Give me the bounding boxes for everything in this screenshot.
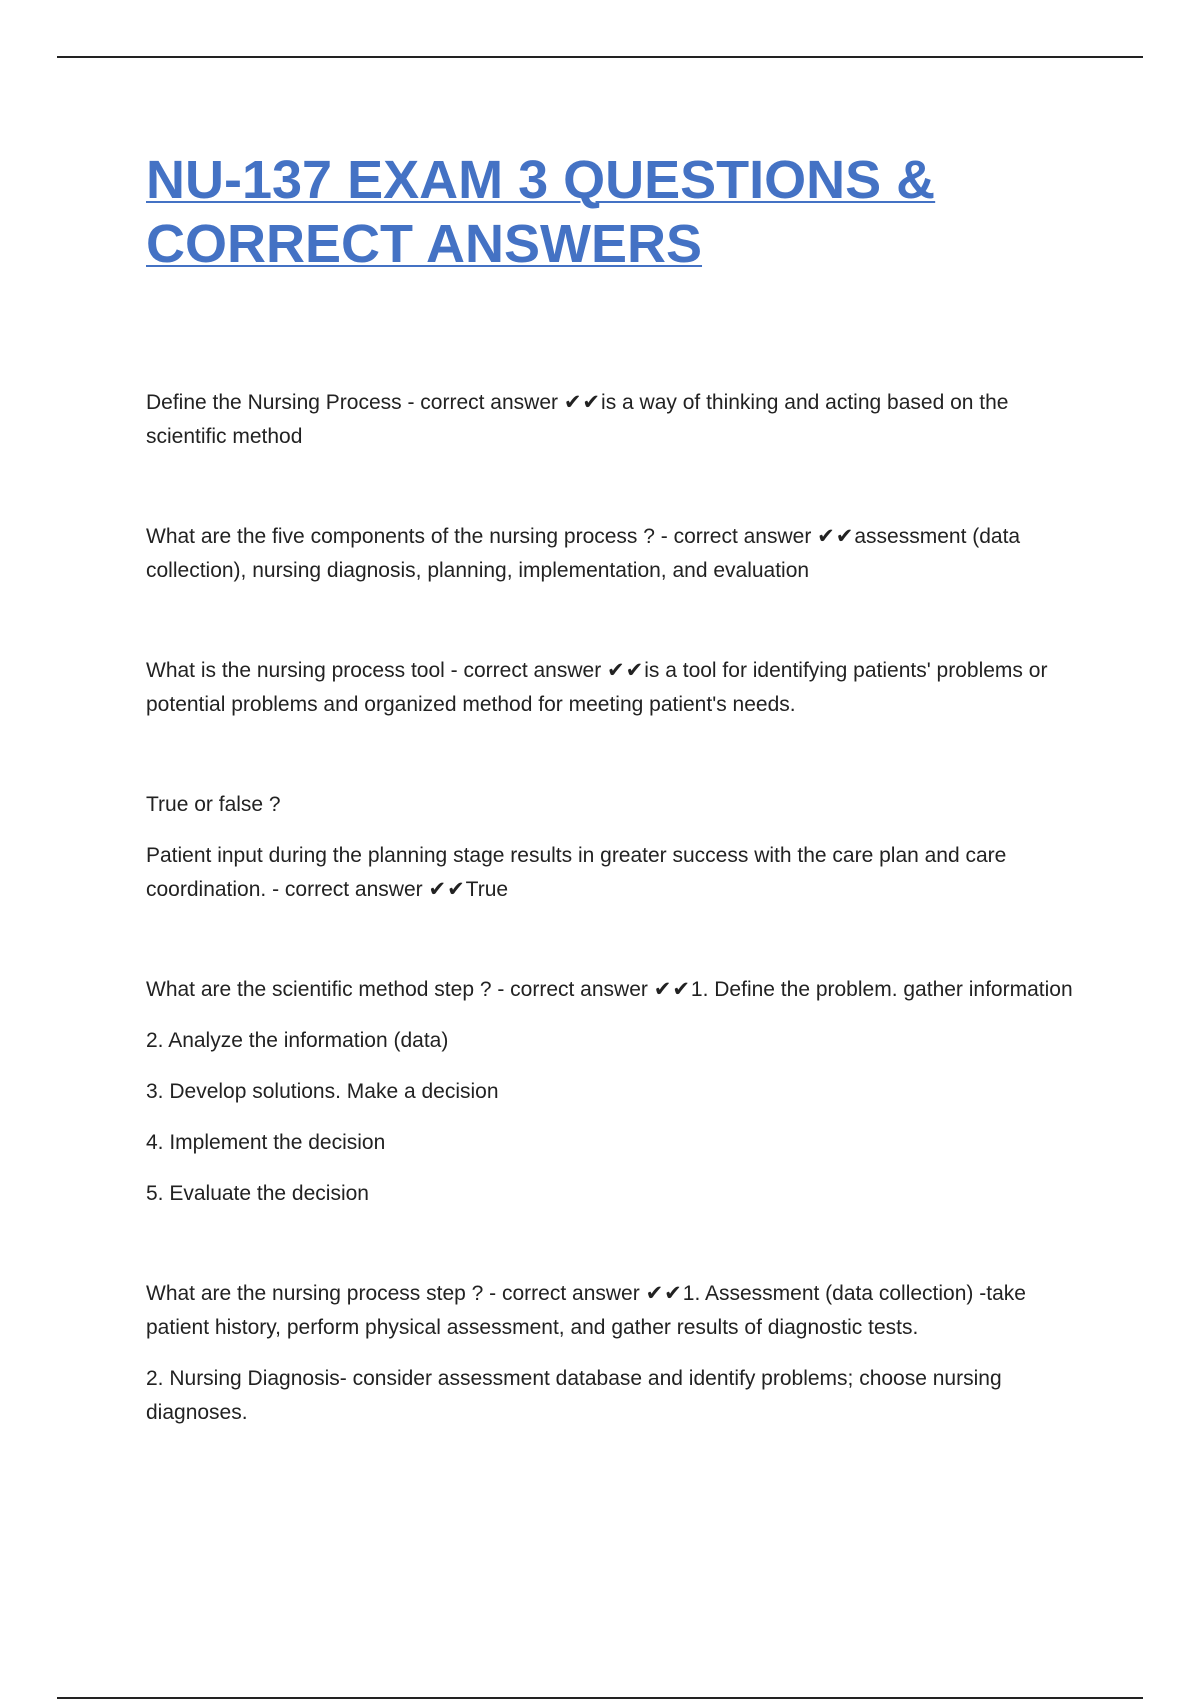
qa-paragraph: 2. Nursing Diagnosis- consider assessment database and identify problems; choose nursing diagnoses. — [146, 1367, 1002, 1424]
check-mark-icon: ✔✔ — [563, 391, 602, 414]
qa-item-5 — [146, 973, 1086, 1211]
qa-paragraph: 2. Analyze the information (data) — [146, 1029, 449, 1052]
check-mark-icon: ✔✔ — [607, 659, 645, 682]
question-text: What are the nursing process step ? - correct answer — [146, 1282, 646, 1305]
check-mark-icon: ✔✔ — [428, 878, 466, 901]
qa-paragraph — [146, 973, 1086, 1007]
qa-paragraph — [146, 654, 1086, 722]
top-rule — [57, 56, 1143, 58]
check-mark-icon: ✔✔ — [817, 525, 855, 548]
qa-list — [146, 386, 1086, 1430]
check-mark-icon: ✔✔ — [653, 978, 691, 1001]
answer-text: is a tool for identifying patients' problems or potential problems and organized method for meeting patient's needs. — [146, 659, 1048, 716]
qa-paragraph — [146, 1277, 1086, 1345]
qa-paragraph: 3. Develop solutions. Make a decision — [146, 1080, 499, 1103]
qa-paragraph: True or false ? — [146, 793, 281, 816]
question-text: What are the five components of the nursing process ? - correct answer — [146, 525, 818, 548]
answer-text: True — [465, 878, 509, 901]
qa-paragraph: 4. Implement the decision — [146, 1131, 386, 1154]
question-text: What is the nursing process tool - correct answer — [146, 659, 608, 682]
question-text: Define the Nursing Process - correct answer — [146, 391, 564, 414]
qa-paragraph — [146, 839, 1086, 907]
qa-paragraph — [146, 520, 1086, 588]
bottom-rule — [57, 1697, 1143, 1699]
check-mark-icon: ✔✔ — [645, 1282, 683, 1305]
qa-item-2 — [146, 520, 1086, 588]
document-body — [146, 148, 1086, 1496]
answer-text: 1. Define the problem. gather information — [690, 978, 1073, 1001]
question-text: What are the scientific method step ? - correct answer — [146, 978, 654, 1001]
answer-text: 1. Assessment (data collection) -take patient history, perform physical assessment, and gather results of diagnostic tests. — [146, 1282, 1026, 1339]
qa-paragraph — [146, 386, 1086, 454]
qa-item-4 — [146, 788, 1086, 907]
qa-item-1 — [146, 386, 1086, 454]
answer-text: assessment (data collection), nursing diagnosis, planning, implementation, and evaluation — [146, 525, 1021, 582]
question-text: Patient input during the planning stage results in greater success with the care plan and care coordination. - correct answer — [146, 844, 1007, 901]
qa-item-3 — [146, 654, 1086, 722]
document-title: NU-137 EXAM 3 QUESTIONS & CORRECT ANSWERS — [146, 150, 936, 274]
qa-item-6 — [146, 1277, 1086, 1430]
answer-text: is a way of thinking and acting based on the scientific method — [146, 391, 1009, 448]
qa-paragraph: 5. Evaluate the decision — [146, 1182, 369, 1205]
